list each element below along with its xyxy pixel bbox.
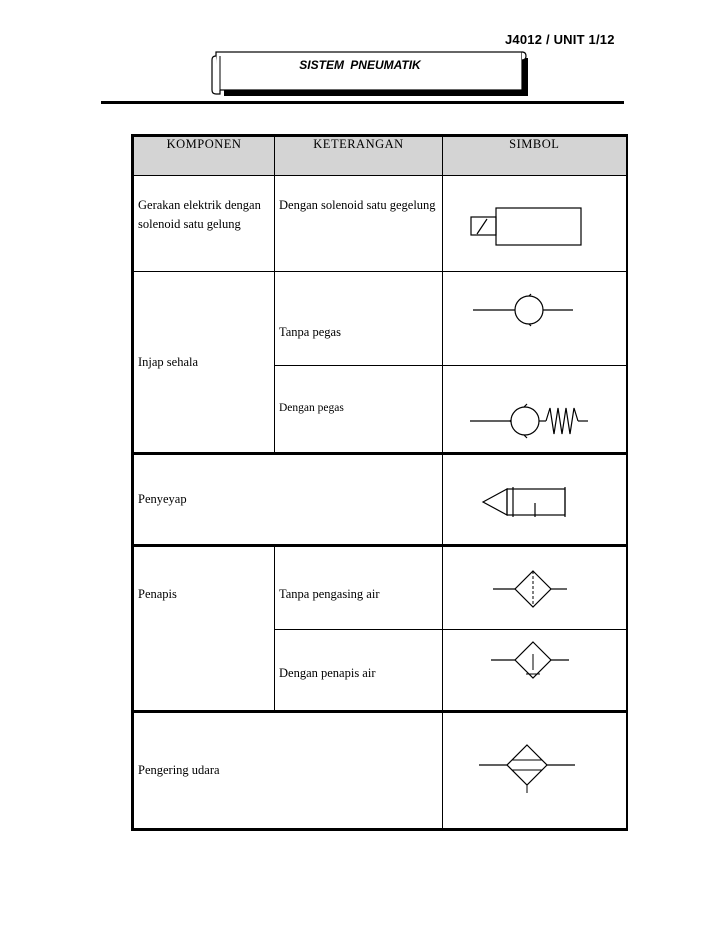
filter-icon xyxy=(443,547,627,631)
table-header-row xyxy=(133,136,627,176)
symbol-cell xyxy=(443,366,627,454)
header-rule xyxy=(101,101,624,104)
symbol-cell xyxy=(443,454,627,546)
symbol-cell xyxy=(443,712,627,830)
komponen-injap: Injap sehala xyxy=(138,354,199,369)
silencer-icon xyxy=(443,455,627,547)
title-banner xyxy=(210,50,528,98)
komponen-cell xyxy=(133,454,443,546)
table-row xyxy=(133,176,627,272)
table-row xyxy=(133,712,627,830)
filter-water-separator-icon xyxy=(443,630,627,712)
check-valve-spring-icon xyxy=(443,366,627,454)
component-table xyxy=(131,134,628,831)
solenoid-icon xyxy=(443,176,627,272)
keterangan-cell xyxy=(275,272,443,366)
keterangan-cell xyxy=(275,366,443,454)
header-simbol: SIMBOL xyxy=(443,136,627,176)
keterangan-cell xyxy=(275,546,443,630)
symbol-cell xyxy=(443,176,627,272)
komponen-pengering: Pengering udara xyxy=(138,763,220,777)
keterangan-cell xyxy=(275,176,443,272)
komponen-cell xyxy=(133,712,443,830)
header-komponen: KOMPONEN xyxy=(133,136,275,176)
keterangan-injap-a: Tanpa pegas xyxy=(279,325,341,339)
symbol-cell xyxy=(443,546,627,630)
komponen-penapis: Penapis xyxy=(138,587,177,601)
keterangan-gerakan: Dengan solenoid satu gegelung xyxy=(279,198,436,212)
komponen-cell xyxy=(133,546,275,712)
air-dryer-icon xyxy=(443,713,627,831)
table-row xyxy=(133,272,627,366)
symbol-cell xyxy=(443,630,627,712)
keterangan-injap-b: Dengan pegas xyxy=(279,402,344,414)
komponen-cell xyxy=(133,176,275,272)
symbol-cell xyxy=(443,272,627,366)
page-title: SISTEM PNEUMATIK xyxy=(299,58,421,72)
check-valve-icon xyxy=(443,272,627,366)
komponen-penyeyap: Penyeyap xyxy=(138,492,187,506)
keterangan-cell xyxy=(275,630,443,712)
komponen-gerakan: Gerakan elektrik dengan solenoid satu gelung xyxy=(138,198,261,231)
table-row xyxy=(133,546,627,630)
table-row xyxy=(133,454,627,546)
unit-code: J4012 / UNIT 1/12 xyxy=(505,32,615,47)
keterangan-penapis-a: Tanpa pengasing air xyxy=(279,587,380,601)
header-keterangan: KETERANGAN xyxy=(275,136,443,176)
keterangan-penapis-b: Dengan penapis air xyxy=(279,666,376,680)
komponen-cell xyxy=(133,272,275,454)
